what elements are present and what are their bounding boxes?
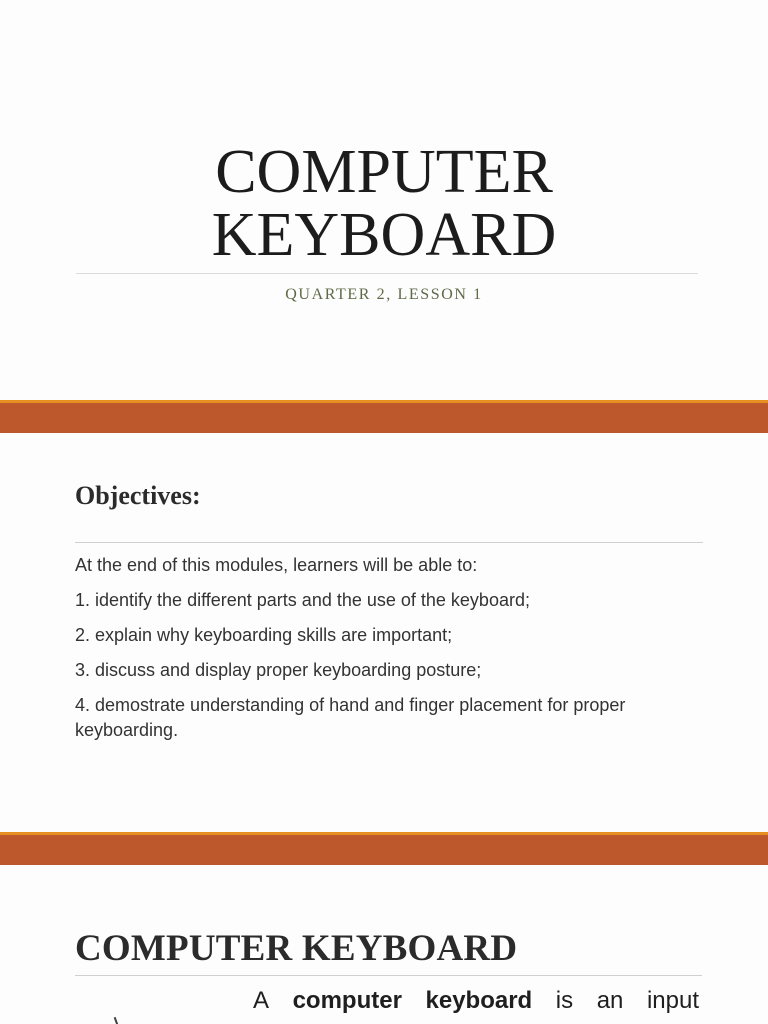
- objective-item: 3. discuss and display proper keyboarding posture;: [75, 660, 482, 680]
- slide-separator-band: [0, 832, 768, 865]
- title-divider: [76, 273, 698, 274]
- paragraph-word-bold: keyboard: [425, 987, 533, 1014]
- objective-item: 1. identify the different parts and the use of the keyboard;: [75, 590, 530, 610]
- objectives-slide: [0, 433, 768, 832]
- paragraph-word: an: [596, 987, 624, 1014]
- objectives-heading: Objectives:: [75, 481, 201, 510]
- title-line-1: COMPUTER: [215, 138, 553, 206]
- title-line-2: KEYBOARD: [211, 201, 557, 269]
- paragraph-word: input: [646, 987, 699, 1014]
- objective-intro: At the end of this modules, learners will be able to:: [75, 555, 478, 575]
- objective-item: 4. demostrate understanding of hand and finger placement for proper keyboarding.: [75, 695, 626, 740]
- subtitle: QUARTER 2, LESSON 1: [285, 286, 483, 303]
- keyboard-slide: [0, 865, 768, 1024]
- slide-separator-band: [0, 400, 768, 433]
- objective-item: 2. explain why keyboarding skills are important;: [75, 625, 453, 645]
- objectives-list: [75, 553, 685, 753]
- paragraph-word: is: [555, 987, 574, 1014]
- objectives-divider: [75, 542, 703, 543]
- image-fragment: [114, 1017, 119, 1024]
- paragraph-word-bold: computer: [292, 987, 402, 1014]
- paragraph-word: A: [253, 987, 270, 1014]
- title-slide: [0, 0, 768, 400]
- keyboard-divider: [75, 975, 702, 976]
- keyboard-paragraph: [253, 987, 699, 1015]
- keyboard-heading: COMPUTER KEYBOARD: [75, 928, 518, 969]
